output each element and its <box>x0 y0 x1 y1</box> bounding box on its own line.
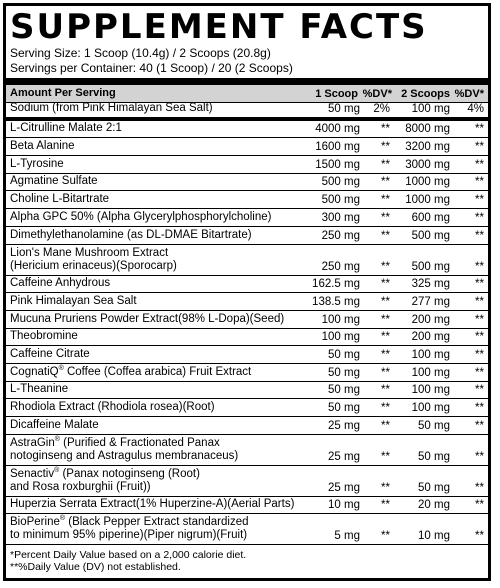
table-row <box>6 156 488 174</box>
dv-one-scoop: ** <box>381 313 390 326</box>
table-row <box>6 382 488 400</box>
ingredient-name-text: Mucuna Pruriens Powder Extract(98% L-Dopa)(Seed) <box>10 312 285 325</box>
footnote-not-established: **%Daily Value (DV) not established. <box>10 561 181 574</box>
dv-two-scoops: ** <box>475 211 484 224</box>
ingredient-name <box>6 247 310 275</box>
table-row <box>6 227 488 245</box>
amount-two-scoops: 600 mg <box>411 211 450 224</box>
ingredient-name-tail: (Panax notoginseng (Root) <box>59 467 200 480</box>
ingredient-name <box>6 366 310 381</box>
amount-two-scoops: 100 mg <box>411 348 450 361</box>
amount-two-scoops: 1000 mg <box>405 176 450 189</box>
ingredient-name-line2: and Rosa roxburghii (Fruit)) <box>10 480 151 493</box>
registered-mark: ® <box>59 515 66 523</box>
ingredient-name <box>6 211 310 226</box>
amount-two-scoops: 50 mg <box>418 481 450 494</box>
table-row <box>6 103 488 121</box>
ingredient-name-text: Caffeine Anhydrous <box>10 277 111 290</box>
amount-one-scoop: 5 mg <box>334 530 360 543</box>
ingredient-name-text: L-Citrulline Malate 2:1 <box>10 122 122 135</box>
dv-one-scoop: ** <box>381 229 390 242</box>
dv-one-scoop: ** <box>381 450 390 463</box>
amount-one-scoop: 50 mg <box>328 402 360 414</box>
dv-one-scoop: ** <box>381 348 390 361</box>
footnote-dv: *Percent Daily Value based on a 2,000 calorie diet. <box>10 549 247 562</box>
table-row <box>6 435 488 466</box>
registered-mark: ® <box>58 364 64 372</box>
ingredient-name <box>6 175 310 190</box>
dv-one-scoop: ** <box>381 499 390 512</box>
ingredient-name-text: BioPerine <box>10 516 60 529</box>
ingredient-name-text: Beta Alanine <box>10 140 75 153</box>
ingredient-name-text: AstraGin <box>10 436 55 449</box>
table-header <box>6 85 488 103</box>
dv-two-scoops: ** <box>475 313 484 326</box>
table-row <box>6 191 488 209</box>
amount-two-scoops: 50 mg <box>418 419 450 432</box>
ingredient-name <box>6 437 310 465</box>
table-row <box>6 364 488 382</box>
thick-divider <box>6 78 488 85</box>
table-row <box>6 417 488 435</box>
dv-two-scoops: 4% <box>467 102 484 115</box>
header-two-scoops: 2 Scoops <box>401 87 450 100</box>
dv-two-scoops: ** <box>475 260 484 273</box>
dv-one-scoop: ** <box>381 366 390 379</box>
amount-one-scoop: 100 mg <box>321 313 360 326</box>
dv-two-scoops: ** <box>475 348 484 361</box>
ingredient-name-line2: to minimum 95% piperine)(Piper nigrum)(Fruit) <box>10 529 248 542</box>
ingredient-table <box>6 103 488 545</box>
ingredient-name <box>6 348 310 363</box>
amount-two-scoops: 200 mg <box>411 313 450 326</box>
dv-two-scoops: ** <box>475 366 484 379</box>
ingredient-name-text: Dimethylethanolamine (as DL-DMAE Bitartrate) <box>10 228 252 241</box>
table-row <box>6 121 488 139</box>
registered-mark: ® <box>54 466 60 474</box>
dv-two-scoops: ** <box>475 384 484 397</box>
header-one-scoop: 1 Scoop <box>315 87 358 100</box>
amount-two-scoops: 100 mg <box>411 384 450 397</box>
ingredient-name <box>6 468 310 496</box>
dv-one-scoop: ** <box>381 419 390 432</box>
table-row <box>6 466 488 497</box>
table-row <box>6 209 488 227</box>
dv-two-scoops: ** <box>475 481 484 494</box>
amount-two-scoops: 50 mg <box>418 450 450 463</box>
ingredient-name <box>6 295 310 310</box>
dv-one-scoop: ** <box>381 141 390 154</box>
ingredient-name-text: Rhodiola Extract (Rhodiola rosea)(Root) <box>10 401 215 413</box>
ingredient-name-text: Pink Himalayan Sea Salt <box>10 294 137 307</box>
amount-two-scoops: 325 mg <box>411 278 450 291</box>
ingredient-name <box>6 383 310 398</box>
ingredient-name-text: Sodium (from Pink Himalayan Sea Salt) <box>10 101 213 114</box>
dv-two-scoops: ** <box>475 402 484 414</box>
ingredient-name <box>6 277 310 292</box>
ingredient-name <box>6 401 310 416</box>
amount-one-scoop: 500 mg <box>321 194 360 207</box>
ingredient-name-text: Dicaffeine Malate <box>10 418 99 431</box>
dv-two-scoops: ** <box>475 419 484 432</box>
dv-two-scoops: ** <box>475 530 484 543</box>
ingredient-name-tail: (Purified & Fractionated Panax <box>59 436 220 449</box>
table-row <box>6 514 488 545</box>
table-row <box>6 276 488 294</box>
ingredient-name-text: Theobromine <box>10 330 78 343</box>
ingredient-name-tail: Coffee (Coffea arabica) Fruit Extract <box>63 365 252 378</box>
table-row <box>6 346 488 364</box>
dv-two-scoops: ** <box>475 123 484 136</box>
amount-one-scoop: 162.5 mg <box>312 278 360 291</box>
dv-one-scoop: ** <box>381 158 390 171</box>
table-row <box>6 497 488 515</box>
dv-two-scoops: ** <box>475 331 484 344</box>
amount-one-scoop: 25 mg <box>328 481 360 494</box>
ingredient-name-text: CognatiQ <box>10 365 59 378</box>
amount-two-scoops: 100 mg <box>411 402 450 414</box>
table-row <box>6 293 488 311</box>
ingredient-name-tail: (Black Pepper Extract standardized <box>65 516 249 529</box>
dv-one-scoop: ** <box>381 278 390 291</box>
ingredient-name-text: Choline L-Bitartrate <box>10 193 110 206</box>
panel-title: SUPPLEMENT FACTS <box>10 7 428 47</box>
amount-two-scoops: 500 mg <box>411 229 450 242</box>
ingredient-name <box>6 193 310 208</box>
table-row <box>6 174 488 192</box>
amount-one-scoop: 1600 mg <box>315 141 360 154</box>
amount-one-scoop: 300 mg <box>321 211 360 224</box>
dv-one-scoop: ** <box>381 530 390 543</box>
amount-one-scoop: 50 mg <box>328 102 360 115</box>
ingredient-name <box>6 229 310 244</box>
amount-one-scoop: 100 mg <box>321 331 360 344</box>
amount-one-scoop: 50 mg <box>328 384 360 397</box>
dv-two-scoops: ** <box>475 141 484 154</box>
amount-one-scoop: 4000 mg <box>315 123 360 136</box>
dv-two-scoops: ** <box>475 176 484 189</box>
dv-one-scoop: ** <box>381 384 390 397</box>
amount-one-scoop: 25 mg <box>328 450 360 463</box>
amount-two-scoops: 8000 mg <box>405 123 450 136</box>
registered-mark: ® <box>54 435 60 443</box>
dv-two-scoops: ** <box>475 278 484 291</box>
amount-two-scoops: 500 mg <box>411 260 450 273</box>
ingredient-name <box>6 158 310 173</box>
dv-one-scoop: ** <box>381 260 390 273</box>
supplement-facts-panel <box>3 3 491 581</box>
table-row <box>6 138 488 156</box>
serving-size: Serving Size: 1 Scoop (10.4g) / 2 Scoops (20.8g) <box>10 46 271 60</box>
servings-per-container: Servings per Container: 40 (1 Scoop) / 20 (2 Scoops) <box>10 61 293 75</box>
dv-two-scoops: ** <box>475 194 484 207</box>
dv-one-scoop: ** <box>381 211 390 224</box>
ingredient-name <box>6 516 310 544</box>
amount-two-scoops: 3000 mg <box>405 158 450 171</box>
dv-one-scoop: ** <box>381 402 390 414</box>
header-amount: Amount Per Serving <box>10 87 116 99</box>
amount-two-scoops: 10 mg <box>418 530 450 543</box>
header-dv1: %DV* <box>362 87 392 100</box>
header-dv2: %DV* <box>454 87 484 100</box>
dv-one-scoop: ** <box>381 194 390 207</box>
ingredient-name <box>6 122 310 137</box>
amount-one-scoop: 250 mg <box>321 229 360 242</box>
ingredient-name-line2: notoginseng and Astragulus membranaceus) <box>10 449 239 462</box>
ingredient-name <box>6 498 310 513</box>
ingredient-name <box>6 102 310 117</box>
amount-two-scoops: 3200 mg <box>405 141 450 154</box>
table-row <box>6 399 488 417</box>
amount-one-scoop: 25 mg <box>328 419 360 432</box>
dv-one-scoop: ** <box>381 176 390 189</box>
amount-two-scoops: 20 mg <box>418 499 450 512</box>
dv-one-scoop: ** <box>381 331 390 344</box>
amount-one-scoop: 10 mg <box>328 499 360 512</box>
amount-one-scoop: 138.5 mg <box>312 295 360 308</box>
dv-two-scoops: ** <box>475 499 484 512</box>
dv-two-scoops: ** <box>475 295 484 308</box>
ingredient-name <box>6 313 310 328</box>
amount-two-scoops: 100 mg <box>411 102 450 115</box>
amount-two-scoops: 200 mg <box>411 331 450 344</box>
ingredient-name <box>6 419 310 434</box>
ingredient-name-text: Agmatine Sulfate <box>10 175 98 188</box>
ingredient-name-text: Senactiv <box>10 467 55 480</box>
ingredient-name-text: L-Tyrosine <box>10 157 64 170</box>
amount-one-scoop: 50 mg <box>328 366 360 379</box>
table-row <box>6 245 488 276</box>
amount-one-scoop: 50 mg <box>328 348 360 361</box>
ingredient-name-text: Huperzia Serrata Extract(1% Huperzine-A)(Aerial Parts) <box>10 498 295 511</box>
table-row <box>6 329 488 347</box>
ingredient-name-text: Alpha GPC 50% (Alpha Glycerylphosphorylcholine) <box>10 210 272 223</box>
ingredient-name-text: Caffeine Citrate <box>10 347 90 360</box>
ingredient-name-text: Lion's Mane Mushroom Extract <box>10 246 169 259</box>
ingredient-name-line2: (Hericium erinaceus)(Sporocarp) <box>10 259 177 272</box>
ingredient-name <box>6 140 310 155</box>
amount-one-scoop: 250 mg <box>321 260 360 273</box>
amount-one-scoop: 500 mg <box>321 176 360 189</box>
footnotes <box>6 545 488 573</box>
amount-two-scoops: 277 mg <box>411 295 450 308</box>
table-row <box>6 311 488 329</box>
ingredient-name-text: L-Theanine <box>10 383 69 396</box>
amount-one-scoop: 1500 mg <box>315 158 360 171</box>
amount-two-scoops: 100 mg <box>411 366 450 379</box>
dv-one-scoop: 2% <box>373 102 390 115</box>
dv-one-scoop: ** <box>381 123 390 136</box>
dv-one-scoop: ** <box>381 295 390 308</box>
dv-one-scoop: ** <box>381 481 390 494</box>
ingredient-name <box>6 330 310 345</box>
dv-two-scoops: ** <box>475 229 484 242</box>
dv-two-scoops: ** <box>475 450 484 463</box>
amount-two-scoops: 1000 mg <box>405 194 450 207</box>
dv-two-scoops: ** <box>475 158 484 171</box>
